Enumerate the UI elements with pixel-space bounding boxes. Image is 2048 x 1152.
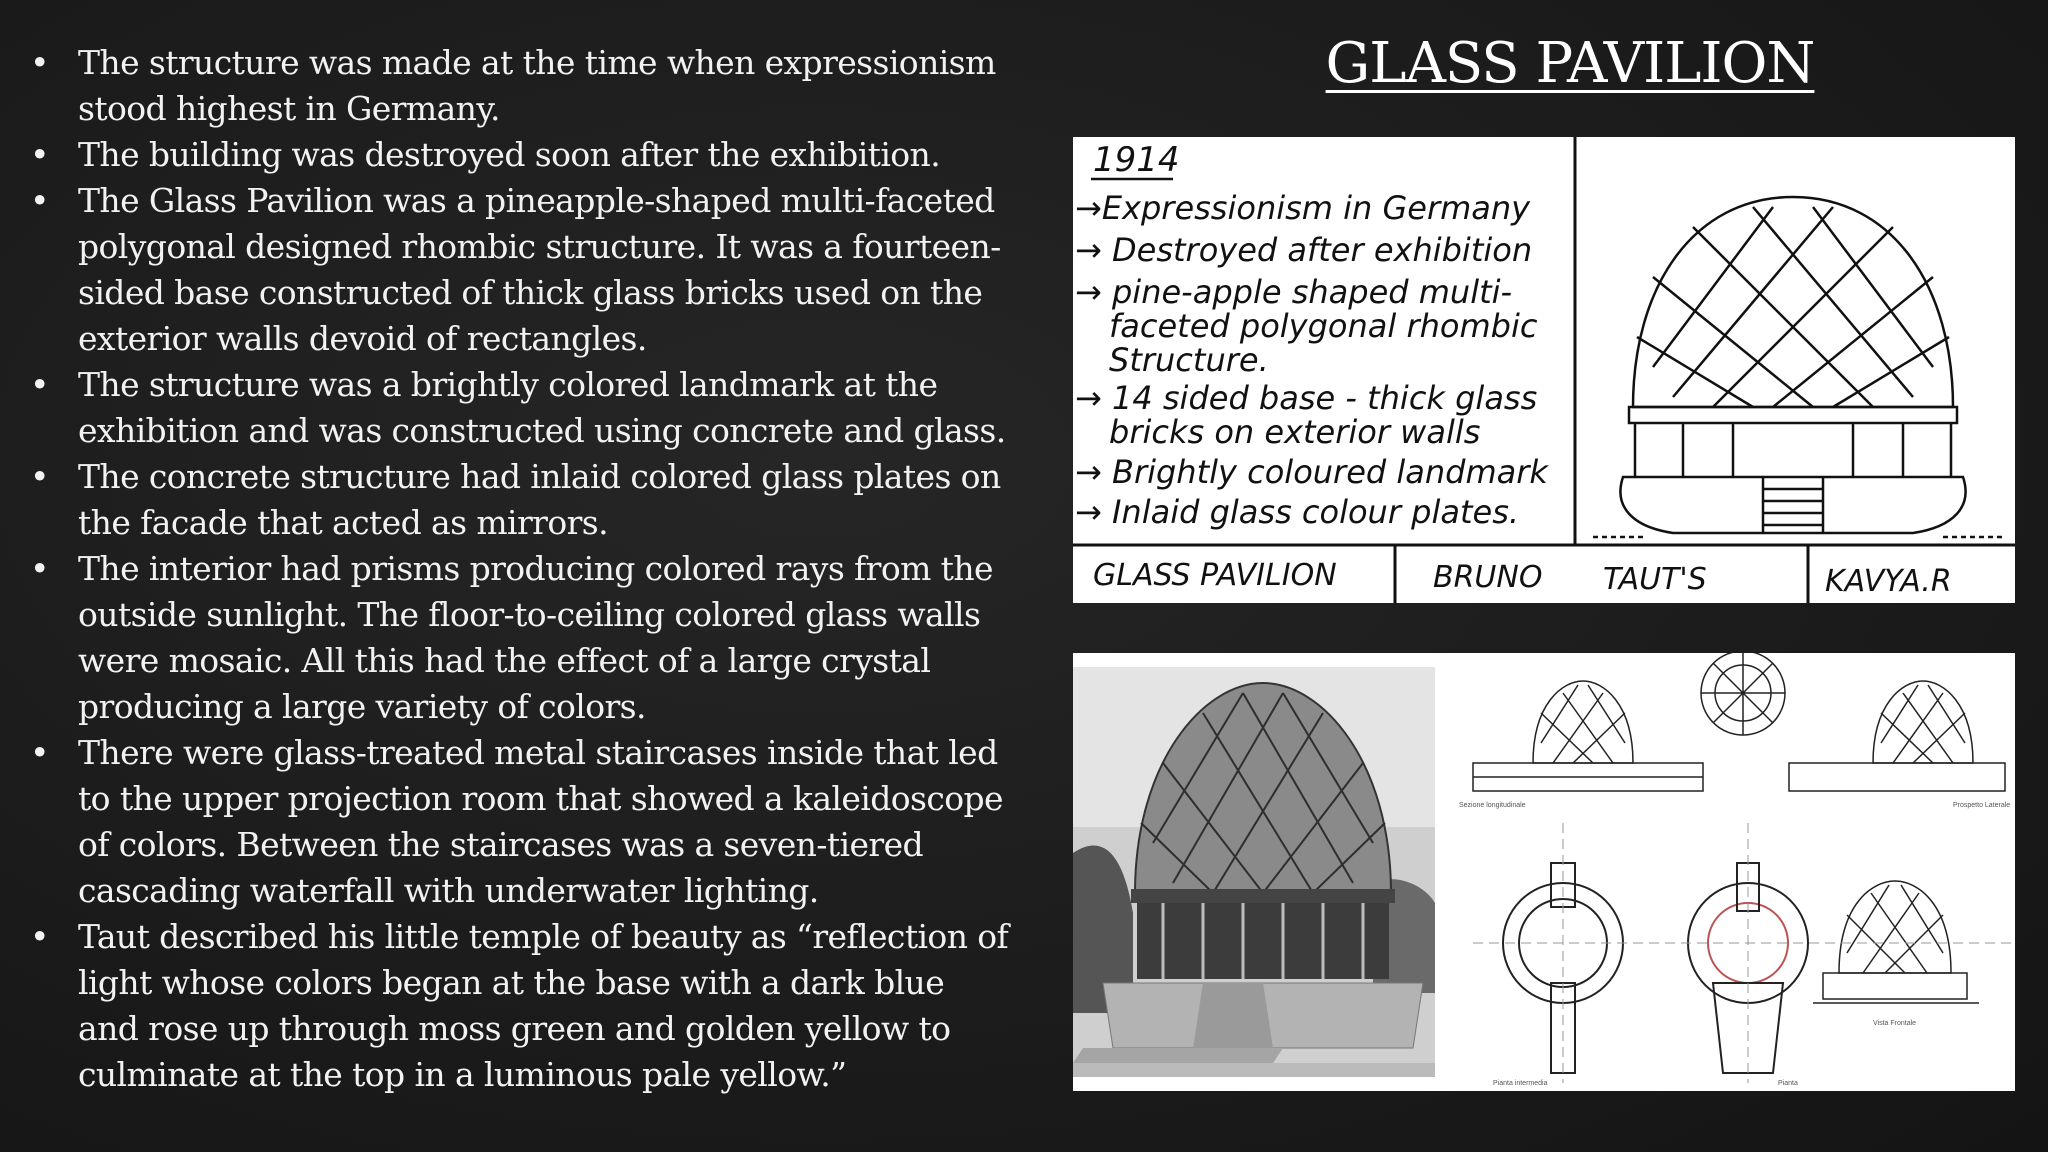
sketch-footer: KAVYA.R (1825, 564, 1952, 599)
bullet-dot: • (30, 733, 49, 772)
drawing-label: Pianta (1778, 1080, 1798, 1087)
drawing-label: Vista Frontale (1873, 1020, 1917, 1027)
sketch-footer: GLASS PAVILION (1093, 558, 1337, 593)
plans-drawing (1073, 653, 2015, 1091)
drawing-label: Sezione longitudinale (1459, 802, 1526, 809)
sketch-note: bricks on exterior walls (1109, 413, 1481, 451)
sketch-note: Structure. (1109, 341, 1269, 379)
sketch-year: 1914 (1093, 140, 1180, 180)
slide-title: GLASS PAVILION (1325, 31, 1815, 96)
bullet-dot: • (30, 549, 49, 588)
bullet-item (30, 914, 1010, 1098)
bullet-text: Taut described his little temple of beauty as “reflection of light whose colors began at the base with a dark blue and rose up through moss green and golden yellow to culminate at the top in a luminous pale yellow.” (78, 917, 1009, 1094)
sketch-note: → Inlaid glass colour plates. (1075, 493, 1520, 531)
plans-image (1073, 653, 2015, 1091)
bullet-text: The structure was a brightly colored landmark at the exhibition and was constructed using concrete and glass. (78, 365, 1006, 450)
bullet-dot: • (30, 457, 49, 496)
bullet-item (30, 362, 1010, 454)
bullet-text: The structure was made at the time when expressionism stood highest in Germany. (78, 43, 996, 128)
bullet-item (30, 730, 1010, 914)
bullet-item (30, 40, 1010, 132)
bullet-dot: • (30, 365, 49, 404)
bullet-dot: • (30, 181, 49, 220)
bullet-dot: • (30, 917, 49, 956)
sketch-note: →Expressionism in Germany (1075, 189, 1531, 227)
sketch-note: → pine-apple shaped multi- (1075, 273, 1513, 311)
sketch-drawing (1073, 137, 2015, 603)
sketch-image (1073, 137, 2015, 603)
bullet-dot: • (30, 135, 49, 174)
bullet-item (30, 178, 1010, 362)
sketch-note: faceted polygonal rhombic (1109, 307, 1538, 345)
bullet-item (30, 546, 1010, 730)
bullet-list (30, 40, 1010, 1098)
drawing-label: Pianta intermedia (1493, 1080, 1548, 1087)
sketch-note: → 14 sided base - thick glass (1075, 379, 1538, 417)
drawing-label: Prospetto Laterale (1953, 802, 2011, 809)
bullet-item (30, 132, 1010, 178)
sketch-footer: BRUNO (1433, 560, 1543, 595)
sketch-note: → Destroyed after exhibition (1075, 231, 1533, 269)
sketch-note: → Brightly coloured landmark (1075, 453, 1548, 491)
bullet-dot: • (30, 43, 49, 82)
bullet-text: The Glass Pavilion was a pineapple-shaped multi-faceted polygonal designed rhombic structure. It was a fourteen-sided base constructed of thick glass bricks used on the exterior walls devoid of rectangles. (78, 181, 1001, 358)
bullet-text: The building was destroyed soon after the exhibition. (78, 135, 941, 174)
bullet-item (30, 454, 1010, 546)
bullet-text: There were glass-treated metal staircases inside that led to the upper projection room that showed a kaleidoscope of colors. Between the staircases was a seven-tiered cascading waterfall with underwater lighting. (78, 733, 1003, 910)
pavilion-photo (1073, 667, 1435, 1077)
bullet-text: The concrete structure had inlaid colored glass plates on the facade that acted as mirrors. (78, 457, 1001, 542)
sketch-footer: TAUT'S (1603, 562, 1707, 597)
bullet-text: The interior had prisms producing colored rays from the outside sunlight. The floor-to-ceiling colored glass walls were mosaic. All this had the effect of a large crystal producing a large variety of colors. (78, 549, 993, 726)
